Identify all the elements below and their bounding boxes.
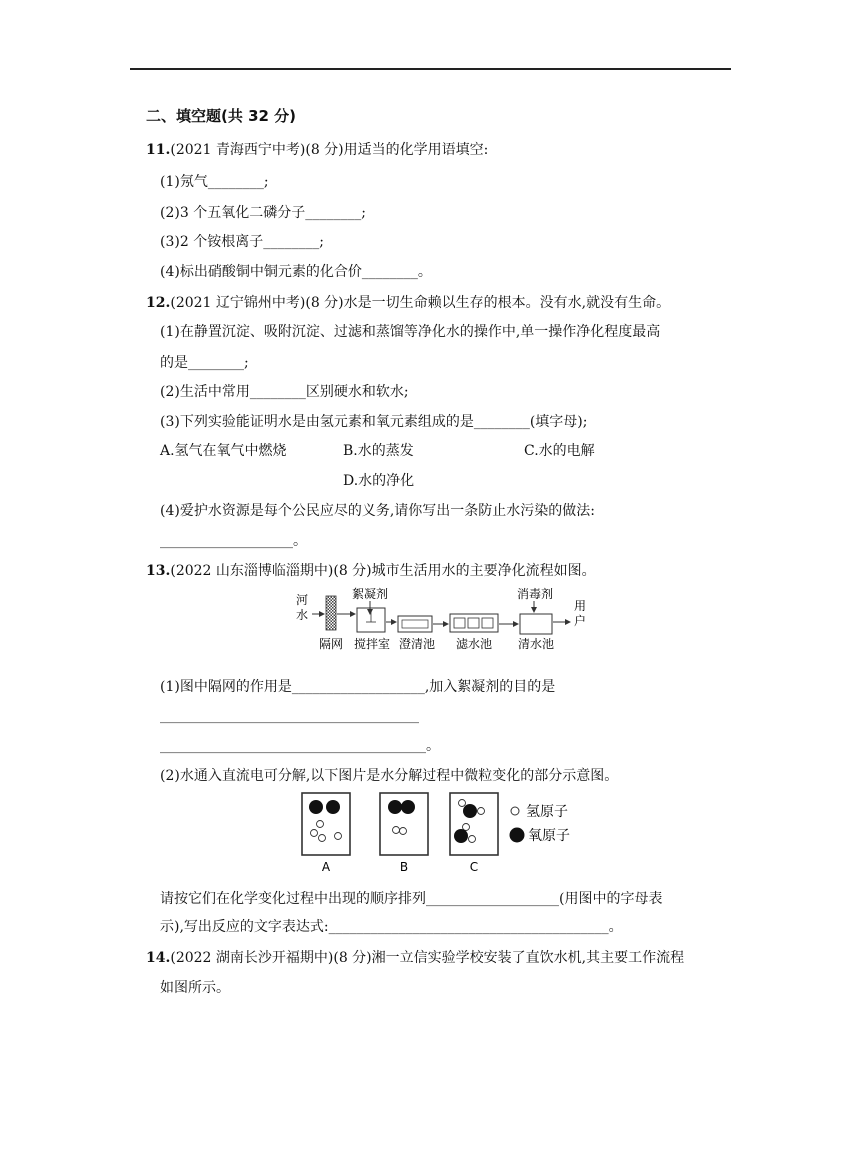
clear-pool-box (520, 614, 552, 634)
oxygen-atom (388, 800, 402, 814)
hydrogen-atom (459, 800, 466, 807)
q13-part-2: (2)水通入直流电可分解,以下图片是水分解过程中微粒变化的部分示意图。 (160, 768, 619, 784)
box-b-label: B (399, 860, 409, 874)
q13-part-1-blank-1: _____________________________________ (160, 708, 419, 724)
hydrogen-atom (335, 833, 342, 840)
hydrogen-atom (317, 821, 324, 828)
mesh-block (326, 596, 336, 630)
oxygen-atom (309, 800, 323, 814)
q13-part-1-blank-2: ______________________________________。 (160, 738, 440, 754)
clarifier-label: 澄清池 (398, 637, 436, 651)
q12-option-d: D.水的净化 (343, 473, 415, 489)
user-label-2: 户 (573, 614, 587, 628)
oxygen-atom (326, 800, 340, 814)
box-a-label: A (321, 860, 331, 874)
q11-item-2: (2)3 个五氧化二磷分子________; (160, 205, 366, 221)
filter-pool-label: 滤水池 (455, 637, 493, 651)
oxygen-atom (454, 829, 468, 843)
oxygen-atom (463, 804, 477, 818)
q11-item-3: (3)2 个铵根离子________; (160, 234, 324, 250)
hydrogen-atom (400, 828, 407, 835)
clear-pool-label: 清水池 (517, 637, 555, 651)
q12-part-2: (2)生活中常用________区别硬水和软水; (160, 384, 409, 400)
flocculant-label: 絮凝剂 (351, 587, 389, 601)
user-label-1: 用 (573, 599, 587, 613)
filter-pool-box (450, 614, 498, 632)
question-14-stem-cont: 如图所示。 (160, 980, 230, 996)
river-label-2: 水 (295, 608, 309, 622)
water-decomposition-particle-diagram (300, 791, 590, 875)
hydrogen-atom (319, 835, 326, 842)
oxygen-atom (401, 800, 415, 814)
legend-oxygen-marker (510, 828, 525, 843)
legend-hydrogen-label: 氢原子 (526, 804, 568, 820)
disinfectant-label: 消毒剂 (516, 587, 554, 601)
q12-option-c: C.水的电解 (524, 443, 595, 459)
question-11-stem: 11.(2021 青海西宁中考)(8 分)用适当的化学用语填空: (146, 142, 489, 158)
question-14-stem: 14.(2022 湖南长沙开福期中)(8 分)湘一立信实验学校安装了直饮水机,其主要工作流程 (146, 950, 685, 966)
mesh-label: 隔网 (318, 637, 344, 651)
section-title: 二、填空题(共 32 分) (146, 107, 297, 125)
hydrogen-atom (478, 808, 485, 815)
diagram-box-c (450, 793, 498, 855)
q13-part-1: (1)图中隔网的作用是___________________,加入絮凝剂的目的是 (160, 679, 556, 695)
q12-part-4-blank: ___________________。 (160, 533, 307, 549)
clarifier-box (398, 616, 432, 632)
box-c-label: C (469, 860, 479, 874)
legend-hydrogen-marker (511, 807, 519, 815)
hydrogen-atom (463, 824, 470, 831)
q12-part-4: (4)爱护水资源是每个公民应尽的义务,请你写出一条防止水污染的做法: (160, 503, 595, 519)
hydrogen-atom (393, 827, 400, 834)
question-13-stem: 13.(2022 山东淄博临淄期中)(8 分)城市生活用水的主要净化流程如图。 (146, 563, 596, 579)
water-purification-flow-diagram (290, 586, 590, 664)
question-12-stem: 12.(2021 辽宁锦州中考)(8 分)水是一切生命赖以生存的根本。没有水,就没有生命。 (146, 295, 671, 311)
q13-part-3: 请按它们在化学变化过程中出现的顺序排列___________________(用图中的字母表 (160, 891, 663, 907)
q12-part-3: (3)下列实验能证明水是由氢元素和氧元素组成的是________(填字母); (160, 414, 588, 430)
river-label-1: 河 (295, 593, 309, 607)
q11-item-1: (1)氖气________; (160, 174, 269, 190)
q12-part-1-cont: 的是________; (160, 355, 249, 371)
q11-item-4: (4)标出硝酸铜中铜元素的化合价________。 (160, 264, 432, 280)
mixing-room-label: 搅拌室 (353, 637, 391, 651)
q12-option-b: B.水的蒸发 (343, 443, 414, 459)
hydrogen-atom (311, 830, 318, 837)
top-rule (130, 68, 731, 70)
q12-option-a: A.氢气在氧气中燃烧 (160, 443, 287, 459)
hydrogen-atom (469, 836, 476, 843)
legend-oxygen-label: 氧原子 (528, 828, 570, 844)
q12-part-1: (1)在静置沉淀、吸附沉淀、过滤和蒸馏等净化水的操作中,单一操作净化程度最高 (160, 324, 661, 340)
diagram-box-a (302, 793, 350, 855)
q13-part-3-cont: 示),写出反应的文字表达式:________________________________________。 (160, 919, 623, 935)
